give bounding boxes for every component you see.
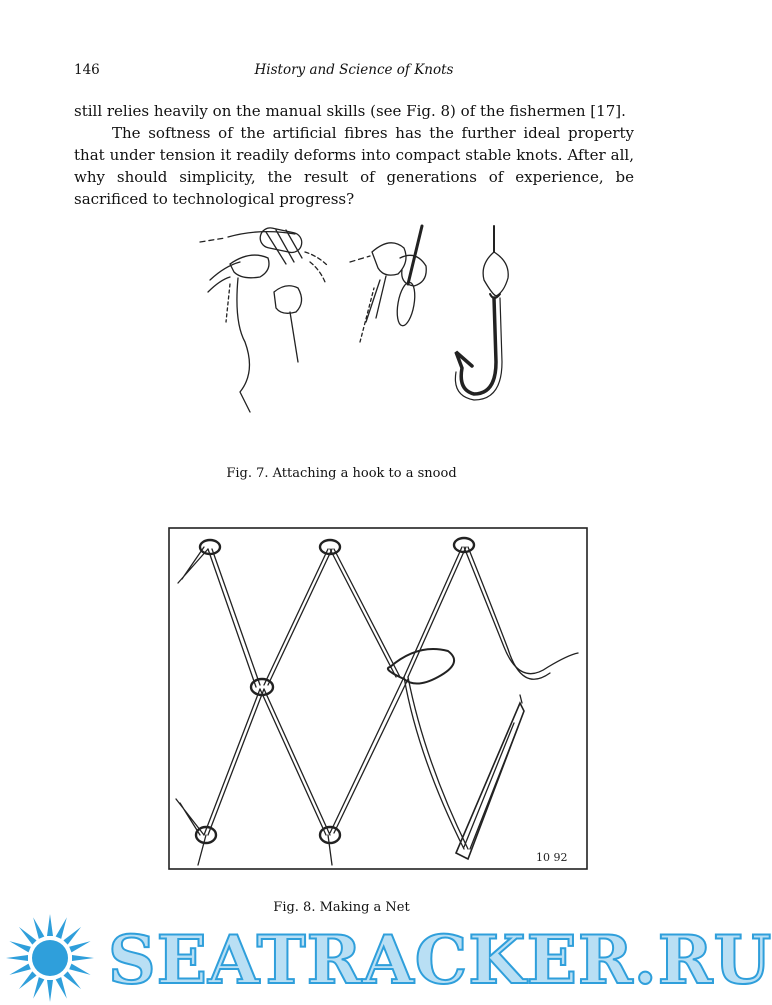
fish-hook-drawing — [455, 226, 508, 400]
sun-logo-icon — [0, 908, 110, 1005]
running-title: History and Science of Knots — [254, 62, 454, 78]
loop-being-tied — [388, 649, 454, 684]
body-text — [74, 100, 634, 210]
knot-top-left — [200, 540, 220, 554]
watermark-text: SEATRACKER.RU — [108, 921, 772, 999]
figure-8-frame — [169, 528, 587, 869]
paragraph-artificial-fibres: The softness of the artificial fibres has the further ideal property that under tension it readily deforms into compact stable knots. After all, why should simplicity, the result of generations of experience, be sacrificed to technological progress? — [74, 124, 634, 208]
figure-8-illustration — [168, 527, 588, 870]
page-header — [74, 62, 634, 82]
figure-8-caption: Fig. 8. Making a Net — [273, 900, 410, 915]
hand-tying-snood-drawing — [200, 226, 328, 412]
netting-needle-drawing — [456, 695, 524, 859]
hand-with-needle-drawing — [350, 226, 426, 342]
figure-7-caption: Fig. 7. Attaching a hook to a snood — [226, 466, 457, 481]
net-mesh-drawing — [176, 547, 578, 865]
mesh-knots — [196, 538, 474, 843]
figure-7-illustration — [190, 222, 530, 422]
artist-signature: 10 92 — [536, 851, 568, 864]
paragraph-continued: still relies heavily on the manual skills (see Fig. 8) of the fishermen [17]. — [74, 102, 626, 120]
page-number: 146 — [74, 62, 100, 78]
